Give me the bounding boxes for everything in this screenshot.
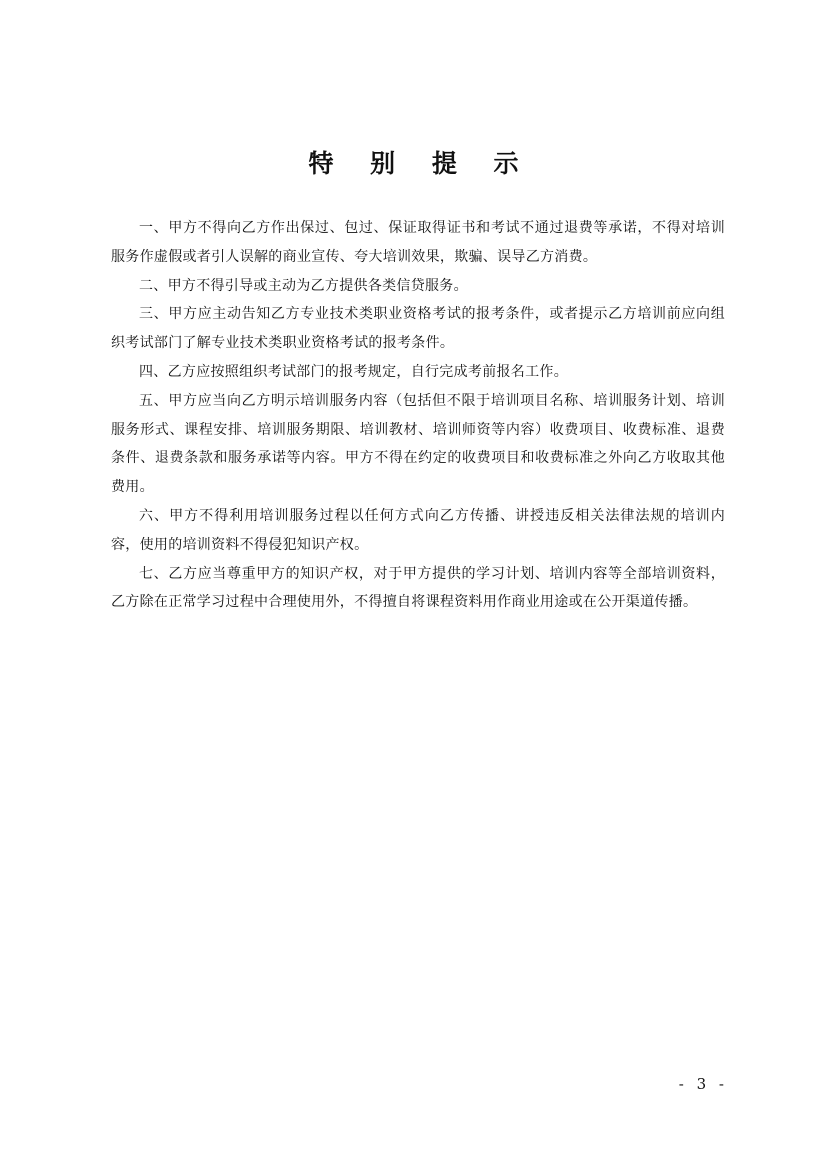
document-title: 特 别 提 示 — [308, 149, 533, 178]
paragraph-1: 一、甲方不得向乙方作出保过、包过、保证取得证书和考试不通过退费等承诺，不得对培训服务作虚假或者引人误解的商业宣传、夸大培训效果，欺骗、误导乙方消费。 — [111, 220, 725, 265]
paragraph-7: 七、乙方应当尊重甲方的知识产权，对于甲方提供的学习计划、培训内容等全部培训资料，乙方除在正常学习过程中合理使用外，不得擅自将课程资料用作商业用途或在公开渠道传播。 — [111, 565, 725, 611]
page-number: - 3 - — [678, 1075, 728, 1093]
paragraph-2: 二、甲方不得引导或主动为乙方提供各类信贷服务。 — [139, 277, 468, 294]
paragraph-3: 三、甲方应主动告知乙方专业技术类职业资格考试的报考条件，或者提示乙方培训前应向组织考试部门了解专业技术类职业资格考试的报考条件。 — [111, 306, 725, 352]
document-body — [111, 214, 725, 617]
paragraph-4: 四、乙方应按照组织考试部门的报考规定，自行完成考前报名工作。 — [139, 363, 568, 380]
paragraph-6: 六、甲方不得利用培训服务过程以任何方式向乙方传播、讲授违反相关法律法规的培训内容，使用的培训资料不得侵犯知识产权。 — [111, 507, 725, 553]
paragraph-5: 五、甲方应当向乙方明示培训服务内容（包括但不限于培训项目名称、培训服务计划、培训服务形式、课程安排、培训服务期限、培训教材、培训师资等内容）收费项目、收费标准、退费条件、退费条款和服务承诺等内容。甲方不得在约定的收费项目和收费标准之外向乙方收取其他费用。 — [111, 392, 725, 496]
